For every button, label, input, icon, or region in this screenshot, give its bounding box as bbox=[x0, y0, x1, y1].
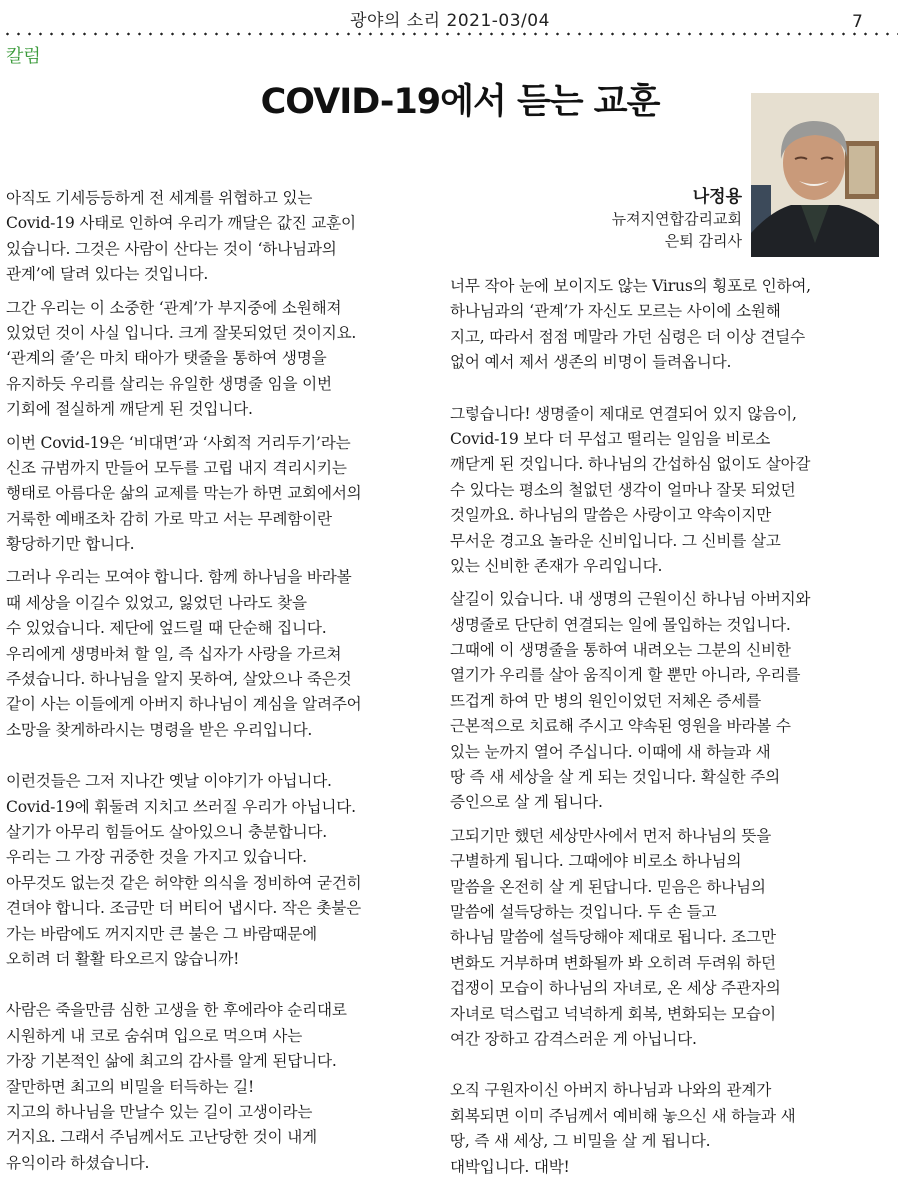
paragraph-line: 뜨겁게 하여 만 병의 원인이었던 저체온 증세를 bbox=[450, 691, 761, 710]
paragraph-line: 거룩한 예배조차 감히 가로 막고 서는 무례함이란 bbox=[6, 509, 332, 528]
paragraph-line: 자녀로 덕스럽고 넉넉하게 회복, 변화되는 모습이 bbox=[450, 1004, 776, 1023]
article-paragraph bbox=[6, 296, 442, 423]
dotted-divider bbox=[2, 32, 898, 36]
paragraph-line: 살기가 아무리 힘들어도 살아있으니 충분합니다. bbox=[6, 822, 328, 841]
paragraph-line: 말씀에 설득당하는 것입니다. 두 손 들고 bbox=[450, 902, 717, 921]
paragraph-line: 하나님 말씀에 설득당해야 제대로 됩니다. 조그만 bbox=[450, 928, 776, 947]
article-paragraph bbox=[6, 186, 442, 288]
paragraph-line: 오히려 더 활활 타오르지 않습니까! bbox=[6, 949, 240, 968]
paragraph-line: Covid-19 보다 더 무섭고 떨리는 일임을 비로소 bbox=[450, 429, 771, 448]
author-affiliation: 뉴져지연합감리교회 bbox=[611, 210, 742, 228]
paragraph-line: Covid-19 사태로 인하여 우리가 깨달은 값진 교훈이 bbox=[6, 214, 356, 233]
paragraph-line: 하나님과의 ‘관계’가 자신도 모르는 사이에 소원해 bbox=[450, 302, 781, 321]
paragraph-line: 관계’에 달려 있다는 것입니다. bbox=[6, 265, 209, 284]
paragraph-line: 이런것들은 그저 지나간 옛날 이야기가 아닙니다. bbox=[6, 772, 332, 791]
paragraph-line: 겁쟁이 모습이 하나님의 자녀로, 온 세상 주관자의 bbox=[450, 979, 781, 998]
article-column-right bbox=[450, 274, 890, 1180]
article-paragraph bbox=[6, 998, 442, 1176]
paragraph-line: 열기가 우리를 살아 움직이게 할 뿐만 아니라, 우리를 bbox=[450, 666, 801, 685]
paragraph-line: 유익이라 하셨습니다. bbox=[6, 1153, 150, 1172]
paragraph-line: 땅, 즉 새 세상, 그 비밀을 살 게 됩니다. bbox=[450, 1132, 711, 1151]
paragraph-line: 너무 작아 눈에 보이지도 않는 Virus의 횡포로 인하여, bbox=[450, 277, 811, 295]
paragraph-line: 깨닫게 된 것입니다. 하나님의 간섭하심 없이도 살아갈 bbox=[450, 455, 811, 474]
page-number: 7 bbox=[852, 12, 863, 32]
author-photo bbox=[751, 93, 879, 257]
paragraph-line: 시원하게 내 코로 숨쉬며 입으로 먹으며 사는 bbox=[6, 1026, 303, 1045]
running-header-title: 광야의 소리 2021-03/04 bbox=[350, 11, 550, 31]
paragraph-line: 수 있었습니다. 제단에 엎드릴 때 단순해 집니다. bbox=[6, 619, 327, 638]
paragraph-line: 땅 즉 새 세상을 살 게 되는 것입니다. 확실한 주의 bbox=[450, 768, 780, 787]
paragraph-line: 가장 기본적인 삶에 최고의 감사를 알게 된답니다. bbox=[6, 1052, 337, 1071]
article-column-left bbox=[6, 186, 442, 1176]
article-paragraph bbox=[450, 402, 890, 580]
paragraph-line: 행태로 아름다운 삶의 교제를 막는가 하면 교회에서의 bbox=[6, 484, 362, 503]
paragraph-line: 황당하기만 합니다. bbox=[6, 535, 135, 554]
paragraph-line: 살길이 있습니다. 내 생명의 근원이신 하나님 아버지와 bbox=[450, 590, 811, 609]
paragraph-line: 신조 규범까지 만들어 모두를 고립 내지 격리시키는 bbox=[6, 458, 347, 477]
paragraph-line: 증인으로 살 게 됩니다. bbox=[450, 793, 603, 812]
paragraph-line: 있는 신비한 존재가 우리입니다. bbox=[450, 556, 663, 575]
author-name: 나정용 bbox=[692, 187, 742, 207]
paragraph-line: 회복되면 이미 주님께서 예비해 놓으신 새 하늘과 새 bbox=[450, 1106, 796, 1125]
paragraph-line: Covid-19에 휘둘려 지치고 쓰러질 우리가 아닙니다. bbox=[6, 797, 356, 816]
paragraph-line: 우리에게 생명바쳐 할 일, 즉 십자가 사랑을 가르쳐 bbox=[6, 644, 342, 663]
paragraph-line: 수 있다는 평소의 철없던 생각이 얼마나 잘못 되었던 bbox=[450, 480, 796, 499]
article-paragraph bbox=[450, 587, 890, 816]
paragraph-line: 말씀을 온전히 살 게 된답니다. 믿음은 하나님의 bbox=[450, 877, 766, 896]
paragraph-line: 그러나 우리는 모여야 합니다. 함께 하나님을 바라볼 bbox=[6, 568, 352, 587]
paragraph-line: 무서운 경고요 놀라운 신비입니다. 그 신비를 살고 bbox=[450, 531, 781, 550]
article-paragraph bbox=[450, 274, 890, 376]
article-title: COVID-19에서 듣는 교훈 bbox=[260, 82, 660, 122]
article-paragraph bbox=[450, 824, 890, 1053]
paragraph-line: 기회에 절실하게 깨닫게 된 것입니다. bbox=[6, 400, 253, 419]
paragraph-line: 있었던 것이 사실 입니다. 크게 잘못되었던 것이지요. bbox=[6, 323, 357, 342]
author-portrait-icon bbox=[751, 93, 879, 257]
article-paragraph bbox=[450, 1078, 890, 1180]
article-paragraph bbox=[6, 565, 442, 743]
paragraph-line: 없어 예서 제서 생존의 비명이 들려옵니다. bbox=[450, 353, 732, 372]
paragraph-line: 그간 우리는 이 소중한 ‘관계’가 부지중에 소원해져 bbox=[6, 298, 342, 317]
author-byline bbox=[560, 186, 742, 252]
paragraph-line: 오직 구원자이신 아버지 하나님과 나와의 관계가 bbox=[450, 1081, 772, 1100]
paragraph-line: 때 세상을 이길수 있었고, 잃었던 나라도 찾을 bbox=[6, 593, 307, 612]
author-position: 은퇴 감리사 bbox=[664, 232, 742, 250]
paragraph-line: 잘만하면 최고의 비밀을 터득하는 길! bbox=[6, 1077, 255, 1096]
paragraph-line: 소망을 찾게하라시는 명령을 받은 우리입니다. bbox=[6, 720, 313, 739]
paragraph-line: 있는 눈까지 열어 주십니다. 이때에 새 하늘과 새 bbox=[450, 742, 771, 761]
paragraph-line: 것일까요. 하나님의 말씀은 사랑이고 약속이지만 bbox=[450, 506, 772, 525]
paragraph-line: 근본적으로 치료해 주시고 약속된 영원을 바라볼 수 bbox=[450, 717, 791, 736]
paragraph-line: 대박입니다. 대박! bbox=[450, 1157, 570, 1176]
paragraph-line: 있습니다. 그것은 사람이 산다는 것이 ‘하나님과의 bbox=[6, 239, 337, 258]
paragraph-line: 고되기만 했던 세상만사에서 먼저 하나님의 뜻을 bbox=[450, 826, 772, 845]
paragraph-line: 지고의 하나님을 만날수 있는 길이 고생이라는 bbox=[6, 1102, 313, 1121]
paragraph-line: 이번 Covid-19은 ‘비대면’과 ‘사회적 거리두기’라는 bbox=[6, 433, 351, 452]
paragraph-line: 생명줄로 단단히 연결되는 일에 몰입하는 것입니다. bbox=[450, 615, 791, 634]
paragraph-line: 그렇습니다! 생명줄이 제대로 연결되어 있지 않음이, bbox=[450, 404, 797, 423]
paragraph-line: 구별하게 됩니다. 그때에야 비로소 하나님의 bbox=[450, 852, 742, 871]
paragraph-line: 아직도 기세등등하게 전 세계를 위협하고 있는 bbox=[6, 189, 313, 207]
paragraph-line: ‘관계의 줄’은 마치 태아가 탯줄을 통하여 생명을 bbox=[6, 349, 327, 368]
paragraph-line: 아무것도 없는것 같은 허약한 의식을 정비하여 굳건히 bbox=[6, 873, 362, 892]
paragraph-line: 여간 장하고 감격스러운 게 아닙니다. bbox=[450, 1029, 697, 1048]
paragraph-line: 같이 사는 이들에게 아버지 하나님이 계심을 알려주어 bbox=[6, 695, 362, 714]
paragraph-line: 가는 바람에도 꺼지지만 큰 불은 그 바람때문에 bbox=[6, 924, 317, 943]
paragraph-line: 견뎌야 합니다. 조금만 더 버티어 냅시다. 작은 촛불은 bbox=[6, 899, 361, 918]
section-label: 칼럼 bbox=[6, 46, 41, 67]
paragraph-line: 거지요. 그래서 주님께서도 고난당한 것이 내게 bbox=[6, 1128, 317, 1147]
paragraph-line: 주셨습니다. 하나님을 알지 못하여, 살았으나 죽은것 bbox=[6, 670, 352, 689]
article-paragraph bbox=[6, 769, 442, 972]
paragraph-line: 사람은 죽을만큼 심한 고생을 한 후에라야 순리대로 bbox=[6, 1001, 347, 1020]
paragraph-line: 변화도 거부하며 변화될까 봐 오히려 두려워 하던 bbox=[450, 953, 776, 972]
paragraph-line: 우리는 그 가장 귀중한 것을 가지고 있습니다. bbox=[6, 848, 307, 867]
article-paragraph bbox=[6, 431, 442, 558]
paragraph-line: 유지하듯 우리를 살리는 유일한 생명줄 임을 이번 bbox=[6, 374, 332, 393]
paragraph-line: 지고, 따라서 점점 메말라 가던 심령은 더 이상 견딜수 bbox=[450, 327, 805, 346]
paragraph-line: 그때에 이 생명줄을 통하여 내려오는 그분의 신비한 bbox=[450, 641, 791, 660]
